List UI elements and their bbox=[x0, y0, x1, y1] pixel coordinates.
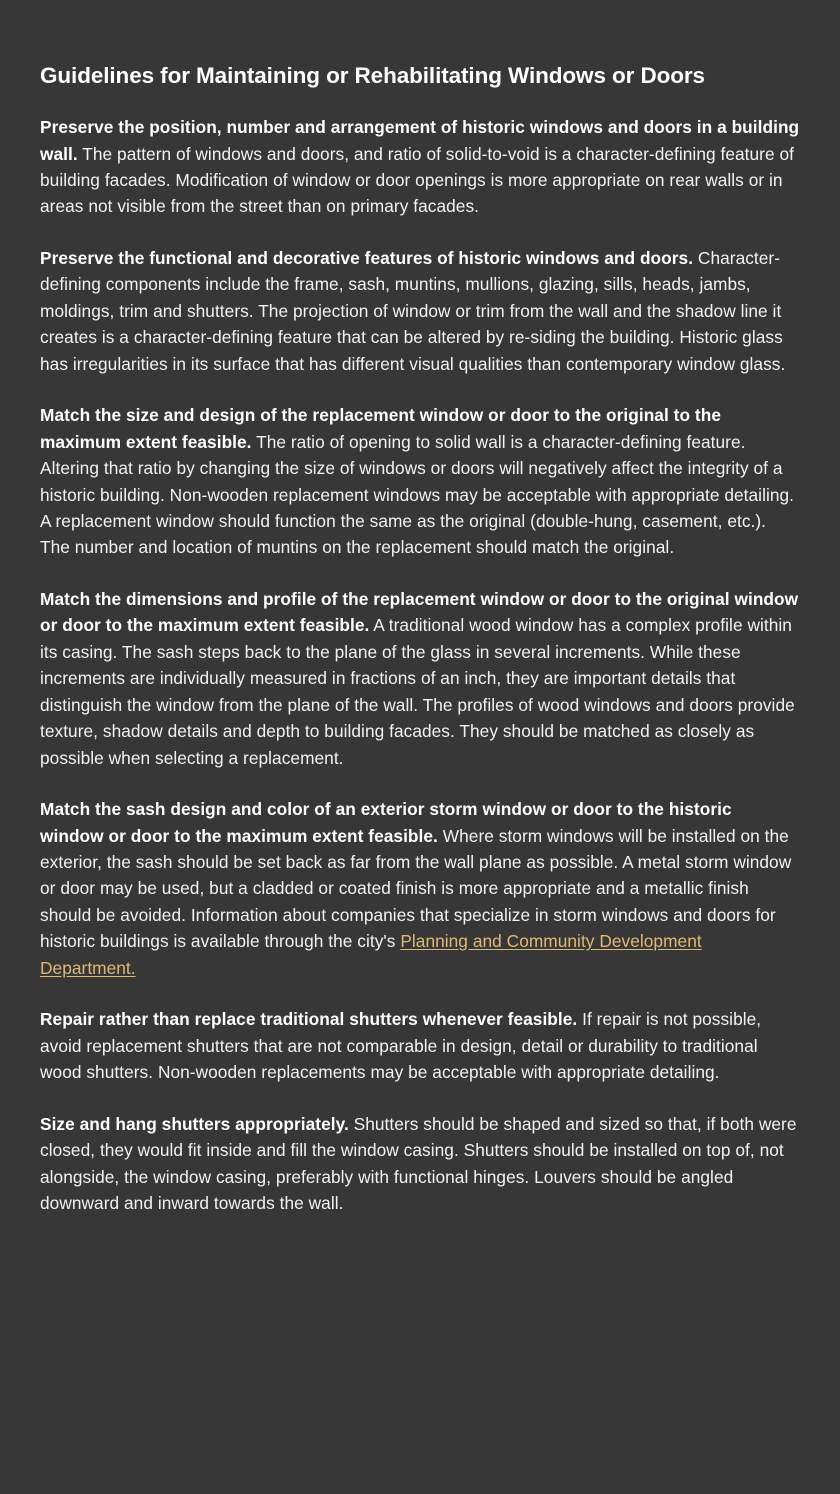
guideline-paragraph-5 bbox=[40, 796, 800, 981]
page-title: Guidelines for Maintaining or Rehabilitating Windows or Doors bbox=[40, 63, 705, 88]
guideline-paragraph-3 bbox=[40, 402, 800, 561]
guideline-body-5: Where storm windows will be installed on the exterior, the sash should be set back as far from the wall plane as possible. A metal storm window or door may be used, but a cladded or coated finish is more appropriate and a metallic finish should be avoided. Information about companies that specialize in storm windows and doors for historic buildings is available through the city's bbox=[40, 825, 792, 952]
guideline-lead-4: Match the dimensions and profile of the replacement window or door to the original window or door to the maximum extent feasible. bbox=[40, 588, 799, 636]
guideline-paragraph-2 bbox=[40, 245, 800, 377]
guideline-lead-1: Preserve the position, number and arrangement of historic windows and doors in a building wall. bbox=[40, 117, 800, 164]
guideline-body-1: The pattern of windows and doors, and ratio of solid-to-void is a character-defining feature of building facades. Modification of window or door openings is more appropriate on rear walls or in areas not visible from the street than on primary facades. bbox=[40, 143, 795, 217]
guideline-lead-3: Match the size and design of the replacement window or door to the original to the maximum extent feasible. bbox=[40, 405, 721, 452]
guideline-paragraph-7 bbox=[40, 1111, 800, 1217]
planning-department-link[interactable]: Planning and Community Development Department. bbox=[40, 931, 702, 978]
guideline-body-4: A traditional wood window has a complex profile within its casing. The sash steps back to the plane of the glass in several increments. While these increments are individually measured in fractions of an inch, they are important details that distinguish the window from the plane of the wall. The profiles of wood windows and doors provide texture, shadow details and depth to building facades. They should be matched as closely as possible when selecting a replacement. bbox=[40, 615, 795, 768]
guideline-body-2: Character-defining components include the frame, sash, muntins, mullions, glazing, sills, heads, jambs, moldings, trim and shutters. The projection of window or trim from the wall and the shadow line it creates is a character-defining feature that can be altered by re-siding the building. Historic glass has irregularities in its surface that has different visual qualities than contemporary window glass. bbox=[40, 247, 786, 374]
guideline-lead-6: Repair rather than replace traditional shutters whenever feasible. bbox=[40, 1009, 578, 1030]
guideline-body-3: The ratio of opening to solid wall is a character-defining feature. Altering that ratio by changing the size of windows or doors will negatively affect the integrity of a historic building. Non-wooden replacement windows may be acceptable with appropriate detailing. A replacement window should function the same as the original (double-hung, casement, etc.). The number and location of muntins on the replacement should match the original. bbox=[40, 431, 795, 558]
guideline-lead-7: Size and hang shutters appropriately. bbox=[40, 1113, 349, 1134]
guideline-lead-5: Match the sash design and color of an exterior storm window or door to the historic window or door to the maximum extent feasible. bbox=[40, 799, 732, 846]
guideline-paragraph-1 bbox=[40, 114, 800, 220]
guideline-paragraph-4 bbox=[40, 586, 800, 771]
guideline-lead-2: Preserve the functional and decorative features of historic windows and doors. bbox=[40, 247, 694, 268]
guideline-body-6: If repair is not possible, avoid replacement shutters that are not comparable in design, detail or durability to traditional wood shutters. Non-wooden replacements may be acceptable with appropriate detailing. bbox=[40, 1009, 762, 1083]
guideline-body-7: Shutters should be shaped and sized so that, if both were closed, they would fit inside and fill the window casing. Shutters should be installed on top of, not alongside, the window casing, preferably with functional hinges. Louvers should be angled downward and inward towards the wall. bbox=[40, 1113, 797, 1213]
guideline-paragraph-6 bbox=[40, 1006, 800, 1085]
